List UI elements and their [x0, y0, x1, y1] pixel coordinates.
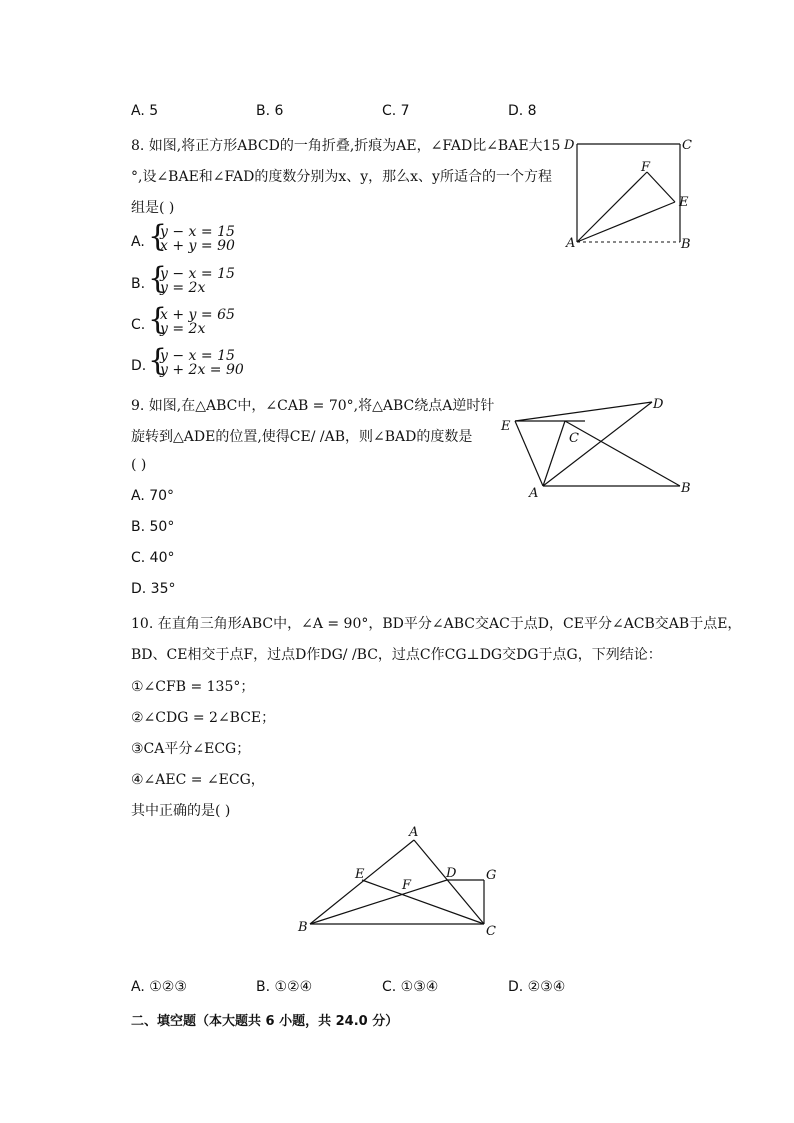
q10-conclusion-1: ①∠CFB = 135°；: [131, 679, 255, 695]
label-A: A: [409, 825, 419, 840]
q8-stem-line1: 8. 如图,将正方形ABCD的一角折叠,折痕为AE，∠FAD比∠BAE大15: [131, 138, 561, 154]
q8-stem-line2: °,设∠BAE和∠FAD的度数分别为x、y，那么x、y所适合的一个方程: [131, 169, 552, 185]
q8-option-d-eq2: y + 2x = 90: [160, 362, 244, 378]
q8-option-b-eq1: y − x = 15: [160, 266, 235, 282]
q10-option-b: B. ①②④: [256, 979, 313, 995]
q7-option-c: C. 7: [382, 103, 410, 119]
q10-question: 其中正确的是( ): [131, 803, 231, 819]
label-E: E: [355, 867, 365, 882]
q10-option-c: C. ①③④: [382, 979, 439, 995]
label-B: B: [681, 481, 691, 496]
q9-option-a: A. 70°: [131, 488, 175, 504]
q7-option-d: D. 8: [508, 103, 537, 119]
brace-symbol: {: [148, 261, 168, 296]
q9-rotation-figure: [495, 390, 705, 505]
q9-option-d: D. 35°: [131, 581, 176, 597]
label-E: E: [501, 419, 511, 434]
brace-symbol: {: [148, 302, 168, 337]
q10-conclusion-3: ③CA平分∠ECG；: [131, 741, 251, 757]
q9-stem-line1: 9. 如图,在△ABC中，∠CAB = 70°,将△ABC绕点A逆时针: [131, 398, 495, 414]
q10-conclusion-4: ④∠AEC = ∠ECG，: [131, 772, 265, 788]
q10-triangle-figure: [290, 820, 510, 945]
q9-option-c: C. 40°: [131, 550, 175, 566]
q9-option-b: B. 50°: [131, 519, 175, 535]
q8-option-b-label: B.: [131, 276, 146, 292]
q8-option-d-eq1: y − x = 15: [160, 348, 235, 364]
q8-option-c-label: C.: [131, 317, 146, 333]
q9-stem-line3: ( ): [131, 457, 147, 473]
q10-option-a: A. ①②③: [131, 979, 187, 995]
q8-option-c-eq2: y = 2x: [160, 321, 206, 337]
q8-option-a-label: A.: [131, 234, 145, 250]
q8-option-c-eq1: x + y = 65: [160, 307, 235, 323]
label-E: E: [679, 195, 689, 210]
label-D: D: [564, 138, 575, 153]
q8-stem-line3: 组是( ): [131, 200, 175, 216]
label-B: B: [681, 237, 691, 252]
section-2-header: 二、填空题（本大题共 6 小题，共 24.0 分）: [131, 1014, 399, 1029]
label-A: A: [566, 236, 576, 251]
label-G: G: [486, 868, 497, 883]
q9-stem-line2: 旋转到△ADE的位置,使得CE/ /AB，则∠BAD的度数是: [131, 429, 473, 445]
q10-stem-line2: BD、CE相交于点F，过点D作DG/ /BC，过点C作CG⊥DG交DG于点G，下列结论：: [131, 647, 662, 663]
q7-option-a: A. 5: [131, 103, 159, 119]
label-C: C: [569, 431, 579, 446]
label-D: D: [446, 866, 457, 881]
q8-option-a-eq2: x + y = 90: [160, 238, 235, 254]
label-B: B: [298, 920, 308, 935]
q8-option-b-eq2: y = 2x: [160, 280, 206, 296]
label-F: F: [641, 160, 651, 175]
q10-conclusion-2: ②∠CDG = 2∠BCE；: [131, 710, 276, 726]
label-C: C: [486, 924, 496, 939]
q10-stem-line1: 10. 在直角三角形ABC中，∠A = 90°，BD平分∠ABC交AC于点D，CE平分∠ACB交AB于点E，: [131, 616, 742, 632]
brace-symbol: {: [148, 343, 168, 378]
q8-square-fold-figure: [560, 130, 700, 255]
q8-option-a-eq1: y − x = 15: [160, 224, 235, 240]
label-A: A: [529, 486, 539, 501]
q7-option-b: B. 6: [256, 103, 284, 119]
q10-option-d: D. ②③④: [508, 979, 566, 995]
label-C: C: [682, 138, 692, 153]
q8-option-d-label: D.: [131, 358, 147, 374]
label-F: F: [402, 878, 412, 893]
brace-symbol: {: [148, 219, 168, 254]
label-D: D: [653, 397, 664, 412]
